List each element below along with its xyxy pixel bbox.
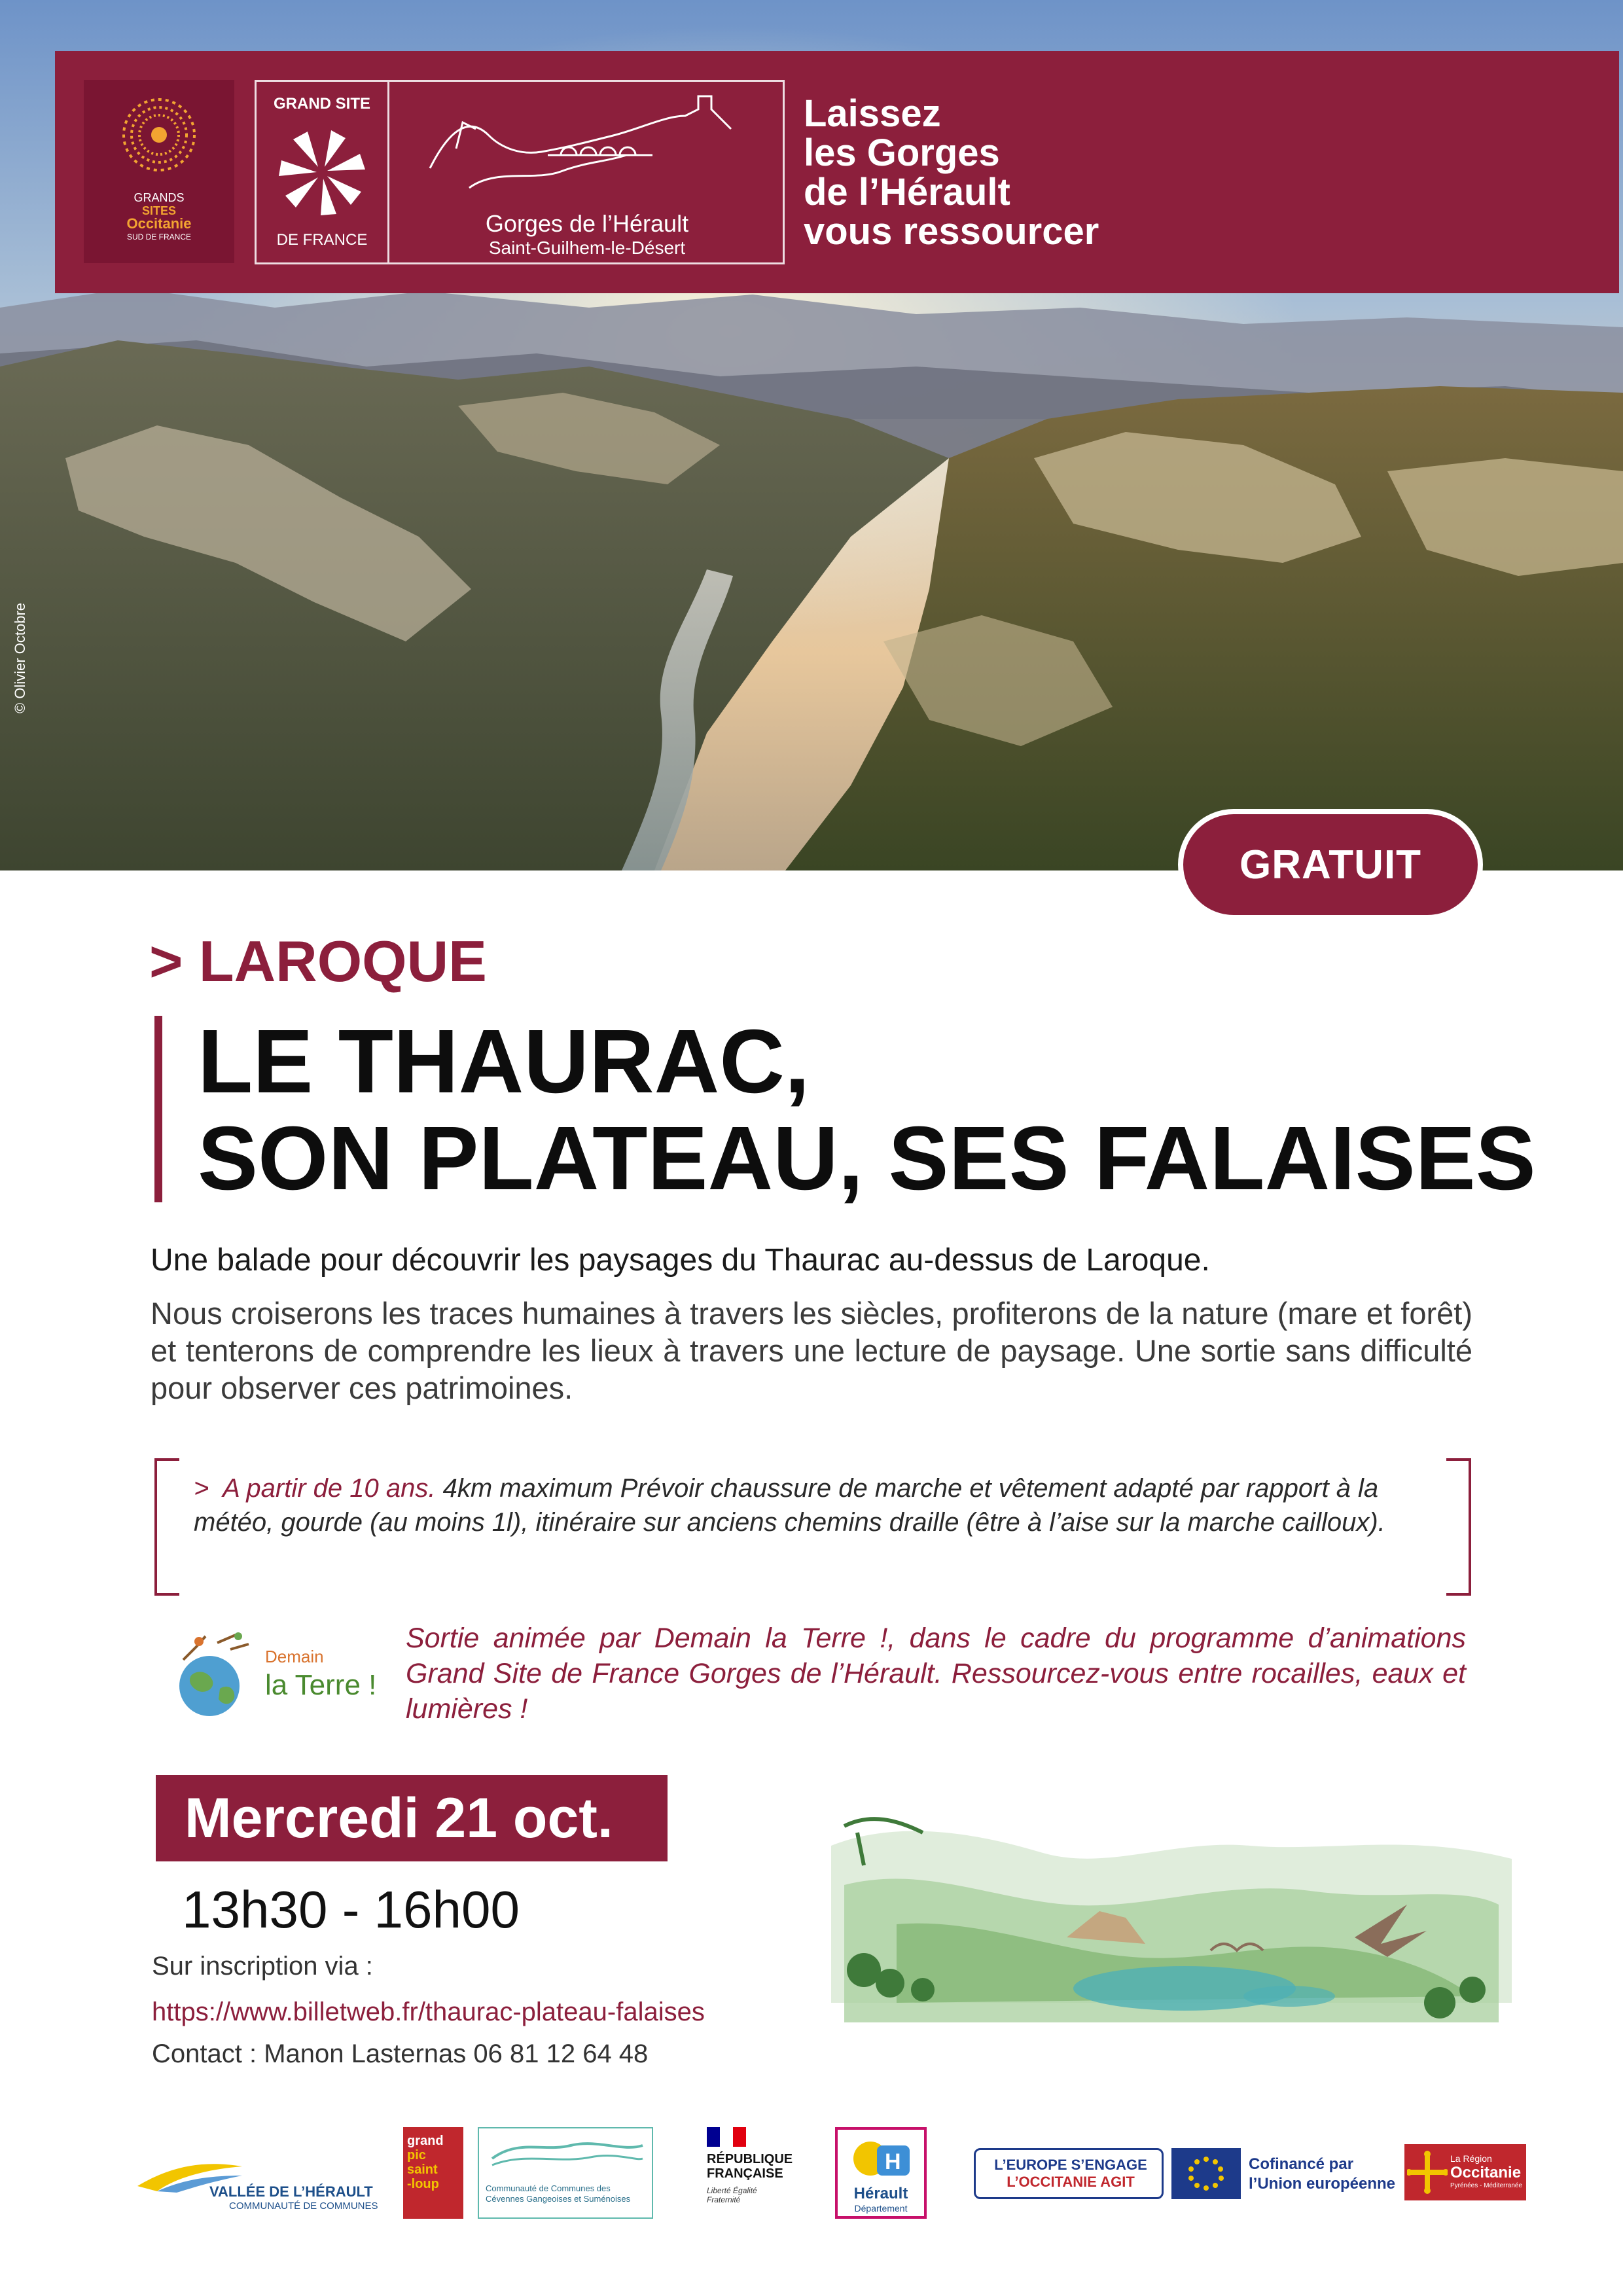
info-details: 4km maximum Prévoir chaussure de marche et vêtement adapté par rapport à la météo, gourde (au moins 1l), itinéraire sur anciens chemins draille (être à l’aise sur la marche cailloux).	[194, 1474, 1385, 1537]
occitan-cross-icon	[1407, 2144, 1448, 2200]
herault-emblem-icon	[838, 2132, 924, 2185]
logo-text: GRANDS	[134, 191, 185, 204]
logo-text: Occitanie	[126, 215, 192, 232]
logo-text: SITES	[141, 204, 176, 217]
logo-text: DE FRANCE	[276, 231, 368, 249]
logo-text: Communauté de Communes des Cévennes Gangeoises et Suménoises	[486, 2183, 631, 2204]
demain-la-terre-logo	[157, 1623, 393, 1728]
logo-text: L’EUROPE S’ENGAGE	[994, 2157, 1147, 2173]
logo-text: RÉPUBLIQUE	[707, 2152, 793, 2166]
header-band	[55, 51, 1619, 293]
lead-paragraph: Une balade pour découvrir les paysages du Thaurac au-dessus de Laroque.	[151, 1243, 1210, 1278]
logo-text: pic	[407, 2148, 426, 2162]
photo-credit: © Olivier Octobre	[12, 602, 28, 713]
europe-occitanie-logo	[974, 2148, 1164, 2199]
herault-departement-logo	[835, 2127, 927, 2219]
info-bracket-left	[154, 1458, 179, 1596]
location-label: > LAROQUE	[149, 929, 487, 994]
union-europeenne-logo	[1171, 2148, 1396, 2200]
event-time: 13h30 - 16h00	[182, 1880, 520, 1939]
logo-text: Occitanie	[1450, 2164, 1522, 2181]
event-date: Mercredi 21 oct.	[156, 1775, 668, 1861]
event-title	[198, 1013, 1536, 1207]
watercolor-landscape-illustration	[818, 1806, 1531, 2055]
title-line: LE THAURAC,	[198, 1011, 810, 1112]
grand-site-emblem	[257, 82, 389, 262]
info-marker: >	[194, 1474, 209, 1503]
logo-text: Liberté Égalité Fraternité	[707, 2186, 757, 2204]
contact-info: Contact : Manon Lasternas 06 81 12 64 48	[152, 2039, 649, 2068]
region-occitanie-logo	[1404, 2144, 1526, 2200]
logo-text: FRANÇAISE	[707, 2166, 783, 2181]
registration-link[interactable]: https://www.billetweb.fr/thaurac-plateau-falaises	[152, 1998, 705, 2026]
logo-subtitle: Saint-Guilhem-le-Désert	[488, 238, 686, 258]
logo-text: VALLÉE DE L’HÉRAULT	[209, 2183, 373, 2200]
gorges-line-drawing-icon	[391, 90, 783, 207]
practical-info	[194, 1471, 1437, 1539]
logo-text: COMMUNAUTÉ DE COMMUNES	[229, 2200, 378, 2212]
grand-pic-saint-loup-logo	[403, 2127, 463, 2219]
tagline-line: de l’Hérault	[804, 171, 1010, 213]
spiral-icon	[257, 120, 387, 224]
cevennes-waves-icon	[479, 2132, 652, 2172]
logo-text: L’OCCITANIE AGIT	[1007, 2174, 1135, 2190]
title-accent-bar	[154, 1016, 162, 1202]
free-badge: GRATUIT	[1178, 809, 1483, 920]
tagline-line: vous ressourcer	[804, 210, 1099, 253]
logo-title: Gorges de l’Hérault	[485, 210, 689, 237]
globe-icon	[157, 1623, 262, 1728]
registration-label: Sur inscription via :	[152, 1952, 373, 1981]
eu-flag-icon	[1171, 2148, 1241, 2199]
logo-text: SUD DE FRANCE	[126, 232, 191, 242]
vallee-herault-logo	[131, 2153, 393, 2219]
tagline	[804, 94, 1144, 251]
logo-text: Département	[854, 2203, 908, 2214]
logo-text: -loup	[407, 2177, 439, 2191]
logo-text: Cofinancé par	[1249, 2155, 1354, 2173]
title-line: SON PLATEAU, SES FALAISES	[198, 1108, 1536, 1209]
age-requirement: A partir de 10 ans.	[223, 1474, 436, 1503]
info-bracket-right	[1446, 1458, 1471, 1596]
marianne-flag-icon	[707, 2127, 746, 2147]
cevennes-communaute-logo	[478, 2127, 653, 2219]
logo-text: La Région	[1450, 2153, 1492, 2164]
svg-text:H: H	[885, 2149, 901, 2174]
logo-text: grand	[407, 2134, 444, 2148]
logo-text: la Terre !	[265, 1669, 377, 1701]
logo-text: Pyrénées - Méditerranée	[1450, 2182, 1523, 2189]
description-paragraph: Nous croiserons les traces humaines à travers les siècles, profiterons de la nature (mare et forêt) et tenterons de comprendre les lieux à travers une lecture de paysage. Une sortie sans difficulté pour observer ces patrimoines.	[151, 1296, 1472, 1405]
logo-text: Hérault	[853, 2185, 908, 2202]
logo-text: Demain	[265, 1647, 324, 1666]
logo-text: saint	[407, 2162, 438, 2177]
grands-sites-occitanie-logo	[84, 80, 234, 263]
logo-text: l’Union européenne	[1249, 2175, 1396, 2193]
tagline-line: les Gorges	[804, 132, 1000, 174]
animation-note: Sortie animée par Demain la Terre !, dans le cadre du programme d’animations Grand Site de France Gorges de l’Hérault. Ressourcez-vous entre rocailles, eaux et lumières !	[406, 1623, 1466, 1725]
grand-site-de-france-logo	[255, 80, 785, 264]
republique-francaise-logo	[707, 2127, 792, 2219]
logo-text: GRAND SITE	[273, 95, 370, 113]
tagline-line: Laissez	[804, 92, 941, 135]
